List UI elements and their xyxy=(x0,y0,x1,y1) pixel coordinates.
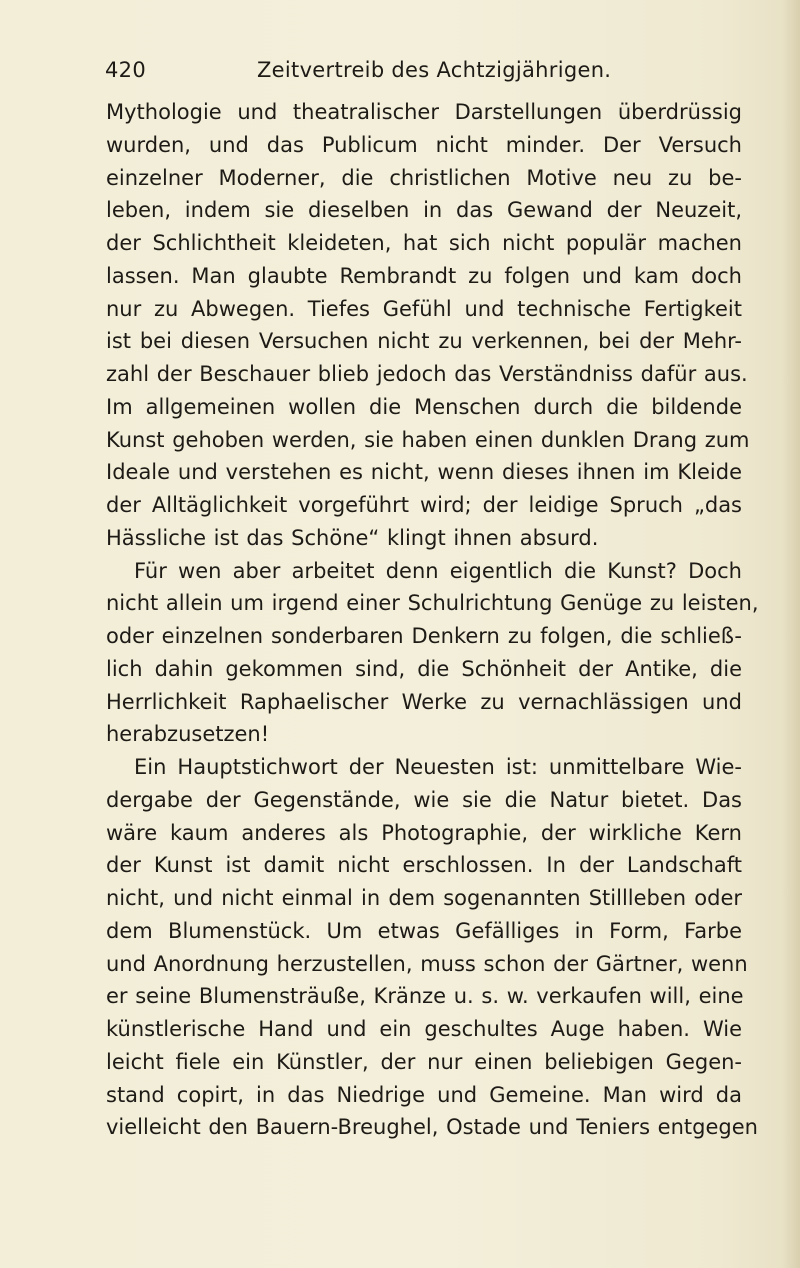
text-line: leben, indem sie dieselben in das Gewand der Neuzeit, xyxy=(106,198,742,223)
text-line: der Schlichtheit kleideten, hat sich nicht populär machen xyxy=(106,231,742,255)
text-line: nur zu Abwegen. Tiefes Gefühl und technische Fertigkeit xyxy=(106,296,742,321)
running-head: Zeitvertreib des Achtzigjährigen. xyxy=(257,58,612,82)
text-line: ist bei diesen Versuchen nicht zu verkennen, bei der Mehr- xyxy=(106,329,742,354)
body-text xyxy=(106,96,759,1144)
text-line: lich dahin gekommen sind, die Schönheit der Antike, die xyxy=(106,656,742,681)
text-line: lassen. Man glaubte Rembrandt zu folgen und kam doch xyxy=(106,263,742,288)
text-line: wurden, und das Publicum nicht minder. Der Versuch xyxy=(106,132,742,157)
text-line: Herrlichkeit Raphaelischer Werke zu vernachlässigen und xyxy=(106,689,742,714)
text-line: Kunst gehoben werden, sie haben einen dunklen Drang zum xyxy=(106,427,750,452)
page-header xyxy=(105,58,725,88)
text-line: Für wen aber arbeitet denn eigentlich die Kunst? Doch xyxy=(134,558,742,583)
text-line: wäre kaum anderes als Photographie, der wirkliche Kern xyxy=(106,820,742,845)
text-line: der Kunst ist damit nicht erschlossen. In der Landschaft xyxy=(106,853,742,878)
text-line: er seine Blumensträuße, Kränze u. s. w. verkaufen will, eine xyxy=(106,984,744,1009)
page-edge-shadow xyxy=(782,0,800,1268)
text-line: Ideale und verstehen es nicht, wenn dieses ihnen im Kleide xyxy=(106,460,742,485)
text-line: der Alltäglichkeit vorgeführt wird; der leidige Spruch „das xyxy=(106,493,742,517)
text-line: nicht allein um irgend einer Schulrichtung Genüge zu leisten, xyxy=(106,591,759,616)
text-line: einzelner Moderner, die christlichen Motive neu zu be- xyxy=(106,165,742,190)
text-line: Hässliche ist das Schöne“ klingt ihnen absurd. xyxy=(106,525,599,550)
text-line: Ein Hauptstichwort der Neuesten ist: unmittelbare Wie- xyxy=(134,755,742,779)
text-line: und Anordnung herzustellen, muss schon der Gärtner, wenn xyxy=(106,951,748,976)
text-line: Mythologie und theatralischer Darstellungen überdrüssig xyxy=(106,100,742,124)
text-line: herabzusetzen! xyxy=(106,722,270,747)
text-line: stand copirt, in das Niedrige und Gemeine. Man wird da xyxy=(106,1082,742,1107)
text-line: oder einzelnen sonderbaren Denkern zu folgen, die schließ- xyxy=(106,624,742,648)
text-line: nicht, und nicht einmal in dem sogenannten Stillleben oder xyxy=(106,886,742,910)
text-line: Im allgemeinen wollen die Menschen durch die bildende xyxy=(106,394,742,419)
text-line: leicht fiele ein Künstler, der nur einen beliebigen Gegen- xyxy=(106,1049,742,1074)
text-line: vielleicht den Bauern-Breughel, Ostade und Teniers entgegen xyxy=(106,1115,758,1140)
text-line: dem Blumenstück. Um etwas Gefälliges in Form, Farbe xyxy=(106,918,742,943)
text-line: zahl der Beschauer blieb jedoch das Verständniss dafür aus. xyxy=(106,362,748,386)
page-number: 420 xyxy=(105,58,146,82)
text-line: künstlerische Hand und ein geschultes Auge haben. Wie xyxy=(106,1017,742,1041)
text-line: dergabe der Gegenstände, wie sie die Natur bietet. Das xyxy=(106,787,742,812)
